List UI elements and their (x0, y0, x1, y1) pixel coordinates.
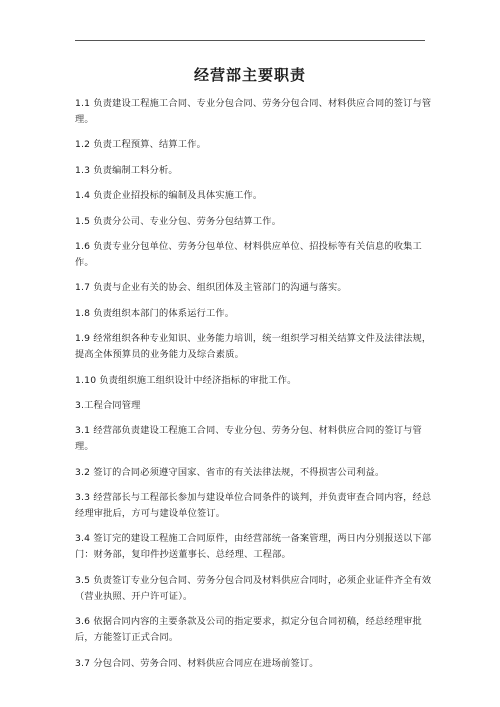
paragraph-3-2: 3.2 签订的合同必须遵守国家、省市的有关法律法规，不得损害公司利益。 (75, 466, 385, 478)
paragraph-3-7: 3.7 分包合同、劳务合同、材料供应合同应在进场前签订。 (75, 657, 319, 669)
header-rule (75, 40, 425, 41)
paragraph-1-3: 1.3 负责编制工料分析。 (75, 164, 178, 176)
paragraph-1-5: 1.5 负责分公司、专业分包、劳务分包结算工作。 (75, 215, 282, 227)
paragraph-1-1: 1.1 负责建设工程施工合同、专业分包合同、劳务分包合同、材料供应合同的签订与管理。 (75, 98, 432, 125)
document-body (75, 96, 435, 681)
paragraph-3-4: 3.4 签订完的建设工程施工合同原件，由经营部统一备案管理，两日内分别报送以下部门：财务部，复印件抄送董事长、总经理、工程部。 (75, 533, 432, 561)
paragraph-3-3: 3.3 经营部长与工程部长参加与建设单位合同条件的谈判，并负责审查合同内容，经总经理审批后，方可与建设单位签订。 (75, 492, 432, 520)
paragraph-1-7: 1.7 负责与企业有关的协会、组织团体及主管部门的沟通与落实。 (75, 282, 347, 294)
paragraph-1-2: 1.2 负责工程预算、结算工作。 (75, 139, 206, 151)
section-heading-contract-management: 3.工程合同管理 (75, 399, 141, 411)
paragraph-1-8: 1.8 负责组织本部门的体系运行工作。 (75, 307, 235, 319)
paragraph-1-9: 1.9 经常组织各种专业知识、业务能力培训，统一组织学习相关结算文件及法律法规，提高全体预算员的业务能力及综合素质。 (75, 333, 432, 361)
paragraph-3-1: 3.1 经营部负责建设工程施工合同、专业分包、劳务分包、材料供应合同的签订与管理。 (75, 425, 422, 453)
paragraph-3-6: 3.6 依据合同内容的主要条款及公司的指定要求，拟定分包合同初稿，经总经理审批后，方能签订正式合同。 (75, 616, 422, 644)
paragraph-1-6: 1.6 负责专业分包单位、劳务分包单位、材料供应单位、招投标等有关信息的收集工作。 (75, 240, 422, 268)
document-title: 经营部主要职责 (193, 66, 306, 84)
paragraph-1-10: 1.10 负责组织施工组织设计中经济指标的审批工作。 (75, 374, 297, 386)
paragraph-3-5: 3.5 负责签订专业分包合同、劳务分包合同及材料供应合同时，必须企业证件齐全有效（营业执照、开户许可证）。 (75, 574, 432, 602)
paragraph-1-4: 1.4 负责企业招投标的编制及具体实施工作。 (75, 190, 263, 202)
